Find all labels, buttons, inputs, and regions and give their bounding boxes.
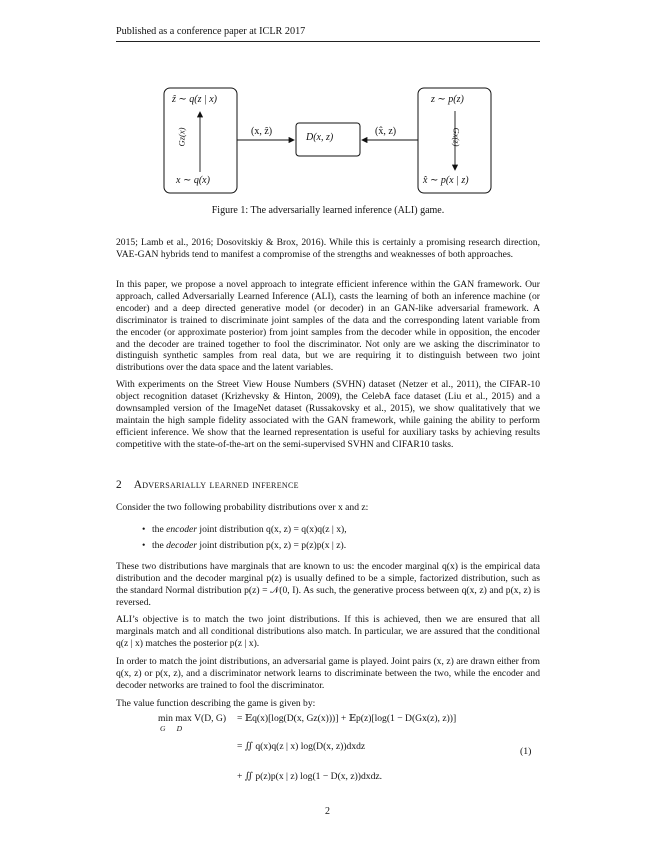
equation-line-1-rhs: = 𝔼q(x)[log(D(x, Gz(x)))] + 𝔼p(z)[log(1 − D(Gx(z), z))] xyxy=(237,713,457,724)
equation-number: (1) xyxy=(520,746,532,757)
discriminator-label: D(x, z) xyxy=(306,132,334,143)
paragraph-7-text: In order to match the joint distributions, an adversarial game is played. Joint pairs (x, z) are drawn either from q(x, z) or p(x, z), and a discriminator network learns to discriminate between the two, while the encoder and decoder networks are trained to fool the discriminator. xyxy=(116,656,540,691)
paragraph-2-text: In this paper, we propose a novel approach to integrate efficient inference within the GAN framework. Our approach, called Adversarially Learned Inference (ALI), casts the learning of both an inference machine (or encoder) and a deep directed generative model (or decoder) in an GAN-like adversarial framework. A discriminator is trained to discriminate joint samples of the data and the corresponding latent variable from the encoder (or approximate posterior) from joint samples from the decoder while in opposition, the encoder and the decoder are trained together to fool the discriminator. Not only are we asking the discriminator to distinguish synthetic samples from real data, but we are requiring it to distinguish between two joint distributions over the data space and the latent variables. xyxy=(116,279,540,374)
bullet-item-encoder: • the encoder joint distribution q(x, z) = q(x)q(z | x), xyxy=(142,524,347,535)
paragraph-8 xyxy=(116,698,540,710)
bullet-pre: the xyxy=(152,540,167,551)
bullet-post: joint distribution q(x, z) = q(x)q(z | x), xyxy=(197,524,347,535)
paragraph-5 xyxy=(116,561,540,609)
decoder-pair-label: (x̂, z) xyxy=(375,126,397,137)
bullet-post: joint distribution p(x, z) = p(z)p(x | z). xyxy=(197,540,347,551)
bullet-em: decoder xyxy=(166,540,198,551)
encoder-function-label: Gz(x) xyxy=(176,127,187,147)
paragraph-7 xyxy=(116,656,540,692)
paragraph-3 xyxy=(116,379,540,450)
figure-ali-game xyxy=(0,0,655,230)
encoder-data-label: x ∼ q(x) xyxy=(176,175,210,186)
section-heading xyxy=(116,479,299,491)
paragraph-6-text: ALI’s objective is to match the two joint distributions. If this is achieved, then we are ensured that all marginals match and all conditional distributions also match. In particular, we are assured that the conditional q(z | x) matches the posterior p(z | x). xyxy=(116,614,540,649)
figure-caption: Figure 1: The adversarially learned inference (ALI) game. xyxy=(211,205,445,216)
equation-line-1-lhs: min max V(D, G) xyxy=(158,713,227,724)
paragraph-8-text: The value function describing the game is given by: xyxy=(116,698,316,709)
encoder-pair-label: (x, ẑ) xyxy=(251,126,273,137)
paragraph-1-text: 2015; Lamb et al., 2016; Dosovitskiy & Brox, 2016). While this is certainly a promising research direction, VAE-GAN hybrids tend to manifest a compromise of the strengths and weaknesses of both approaches. xyxy=(116,237,540,260)
equation-line-2: = ∬ q(x)q(z | x) log(D(x, z))dxdz xyxy=(237,741,366,752)
figure-diagram xyxy=(0,0,655,230)
page-number: 2 xyxy=(325,806,330,817)
equation-line-1-subscripts: G D xyxy=(160,724,183,733)
bullet-em: encoder xyxy=(166,524,198,535)
decoder-latent-label: z ∼ p(z) xyxy=(431,94,464,105)
paragraph-6 xyxy=(116,614,540,650)
paragraph-1 xyxy=(116,237,540,261)
paragraph-5-text: These two distributions have marginals that are known to us: the encoder marginal q(x) is the empirical data distribution and the decoder marginal p(z) is usually defined to be a simple, factorized distribution, such as the standard Normal distribution p(z) = 𝒩(0, I). As such, the generative process between q(x, z) and p(x, z) is reversed. xyxy=(116,561,540,608)
decoder-function-label: Gx(z) xyxy=(451,127,462,147)
bullet-item-decoder: • the decoder joint distribution p(x, z) = p(z)p(x | z). xyxy=(142,540,347,551)
running-header: Published as a conference paper at ICLR 2017 xyxy=(116,26,540,42)
paragraph-3-text: With experiments on the Street View House Numbers (SVHN) dataset (Netzer et al., 2011), the CIFAR-10 object recognition dataset (Krizhevsky & Hinton, 2009), the CelebA face dataset (Liu et al., 2015) and a downsampled version of the ImageNet dataset (Russakovsky et al., 2015), we show qualitatively that we maintain the high sample fidelity associated with the GAN framework, while gaining the ability to perform efficient inference. We show that the learned representation is useful for auxiliary tasks by achieving results competitive with the state-of-the-art on the semi-supervised SVHN and CIFAR10 tasks. xyxy=(116,379,540,450)
section-title: Adversarially learned inference xyxy=(133,479,299,491)
paragraph-4-text: Consider the two following probability distributions over x and z: xyxy=(116,502,369,513)
bullet-pre: the xyxy=(152,524,167,535)
decoder-data-label: x̂ ∼ p(x | z) xyxy=(423,175,469,186)
encoder-latent-label: ẑ ∼ q(z | x) xyxy=(172,94,218,105)
paragraph-4 xyxy=(116,502,540,514)
equation-line-3: + ∬ p(z)p(x | z) log(1 − D(x, z))dxdz. xyxy=(237,771,383,782)
section-number: 2 xyxy=(116,479,122,491)
paragraph-2 xyxy=(116,279,540,374)
